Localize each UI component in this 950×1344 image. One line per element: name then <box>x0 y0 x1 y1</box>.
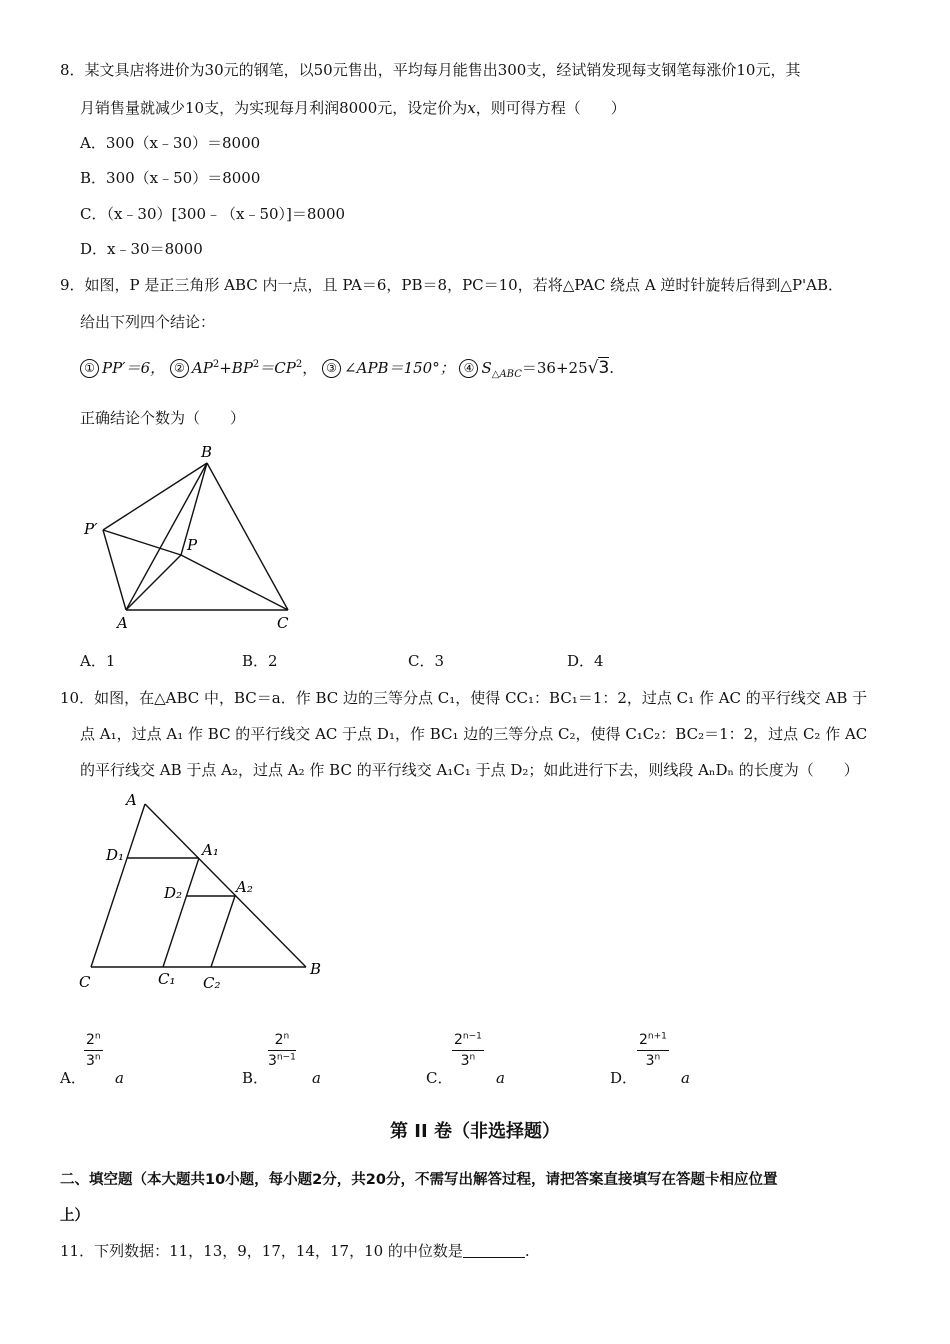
q10-option-a-label: A． <box>60 1069 86 1087</box>
q8-option-a: A．300（x﹣30）＝8000 <box>80 134 261 152</box>
q9-conclusions: ① PP′＝6， ② $AP^2+BP^2=CP^2$， ③ ∠APB＝150°； ④ $S_{\triangle ABC}=36+25√3$. <box>80 358 614 378</box>
label-C2: C₂ <box>203 974 221 992</box>
label-A: A <box>126 791 137 809</box>
q9-option-d: D．4 <box>567 652 604 670</box>
section-heading-line2: 上） <box>60 1208 89 1224</box>
answer-blank[interactable] <box>463 1243 525 1258</box>
label-D2: D₂ <box>164 884 183 902</box>
q9-line4: 正确结论个数为（ ） <box>80 409 246 427</box>
q9-option-b: B．2 <box>242 652 278 670</box>
circled-1: ① <box>80 359 99 378</box>
q10-option-d-label: D． <box>610 1069 638 1087</box>
circled-4: ④ <box>459 359 478 378</box>
q10-option-b-fraction: $\frac{2^n}{3^{n-1}}$ <box>268 1031 296 1069</box>
q10-line3: 的平行线交 AB 于点 A₂，过点 A₂ 作 BC 的平行线交 A₁C₁ 于点 D₂；如此进行下去，则线段 AₙDₙ 的长度为（ ） <box>80 761 859 779</box>
q10-option-b-label: B． <box>242 1069 269 1087</box>
q10-option-a-var: a <box>115 1069 124 1087</box>
q8-line2: 月销售量就减少10支，为实现每月利润8000元，设定价为x，则可得方程（ ） <box>80 99 626 117</box>
q10-option-c-label: C． <box>426 1069 453 1087</box>
label-C1: C₁ <box>158 970 176 988</box>
q8-option-c: C．（x﹣30）[300﹣（x﹣50）]＝8000 <box>80 205 346 223</box>
q9-figure <box>80 438 310 638</box>
q10-line1: 10．如图，在△ABC 中，BC＝a．作 BC 边的三等分点 C₁，使得 CC₁：BC₁＝1：2，过点 C₁ 作 AC 的平行线交 AB 于 <box>60 689 868 707</box>
sqrt-3: √3 <box>587 358 610 378</box>
label-A1: A₁ <box>202 841 219 859</box>
label-C: C <box>79 973 91 991</box>
q10-option-c-var: a <box>496 1069 505 1087</box>
circled-3: ③ <box>322 359 341 378</box>
circled-2: ② <box>170 359 189 378</box>
q10-option-c-fraction: $\frac{2^{n-1}}{3^n}$ <box>454 1031 482 1069</box>
label-B: B <box>201 443 213 461</box>
q10-figure <box>70 788 340 998</box>
label-B: B <box>310 960 322 978</box>
q10-option-d-fraction: $\frac{2^{n+1}}{3^n}$ <box>639 1031 667 1069</box>
q8-option-b: B．300（x﹣50）＝8000 <box>80 169 261 187</box>
q10-option-b-var: a <box>312 1069 321 1087</box>
q9-line2: 给出下列四个结论： <box>80 313 216 331</box>
label-P-prime: P′ <box>84 520 98 538</box>
q9-line1: 9．如图，P 是正三角形 ABC 内一点，且 PA＝6，PB＝8，PC＝10，若将△PAC 绕点 A 逆时针旋转后得到△P'AB． <box>60 276 844 294</box>
q11: 11．下列数据：11，13，9，17，14，17，10 的中位数是 . <box>60 1242 530 1260</box>
label-A2: A₂ <box>236 878 253 896</box>
label-P: P <box>187 536 198 554</box>
q10-option-a-fraction: $\frac{2^n}{3^n}$ <box>86 1031 101 1069</box>
q9-option-c: C．3 <box>408 652 445 670</box>
section-heading-line1: 二、填空题（本大题共10小题，每小题2分，共20分，不需写出解答过程，请把答案直接填写在答题卡相应位置 <box>60 1172 778 1188</box>
q10-option-d-var: a <box>681 1069 690 1087</box>
section-title: 第 II 卷（非选择题） <box>390 1121 560 1142</box>
q8-option-d: D．x﹣30＝8000 <box>80 240 203 258</box>
label-A: A <box>117 614 128 632</box>
q10-line2: 点 A₁，过点 A₁ 作 BC 的平行线交 AC 于点 D₁，作 BC₁ 边的三等分点 C₂，使得 C₁C₂：BC₂＝1：2，过点 C₂ 作 AC <box>80 725 868 743</box>
q9-option-a: A．1 <box>80 652 116 670</box>
label-C: C <box>277 614 289 632</box>
label-D1: D₁ <box>106 846 125 864</box>
q8-line1: 8．某文具店将进价为30元的钢笔，以50元售出，平均每月能售出300支，经试销发现每支钢笔每涨价10元，其 <box>60 61 801 79</box>
